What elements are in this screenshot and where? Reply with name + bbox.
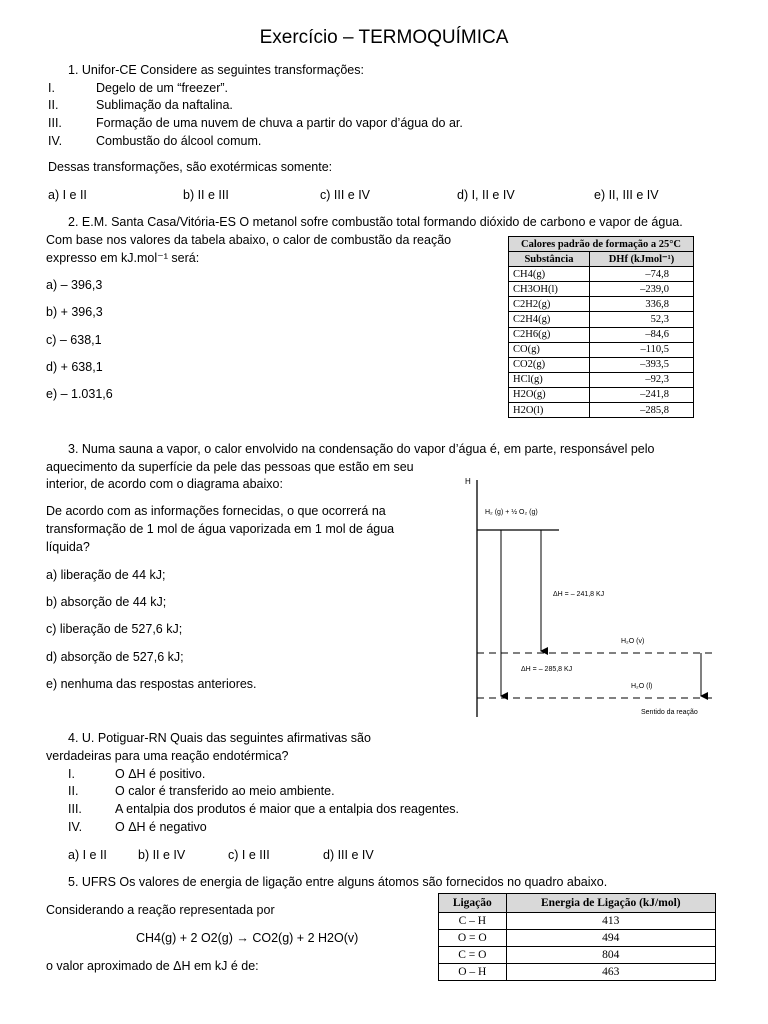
q4-item-num: IV. bbox=[68, 820, 83, 834]
y-axis-label: H bbox=[465, 477, 471, 486]
q1-option: b) II e III bbox=[183, 188, 229, 202]
substance-cell: CH3OH(l) bbox=[509, 282, 590, 297]
substance-cell: C2H2(g) bbox=[509, 297, 590, 312]
q4-item-num: I. bbox=[68, 767, 75, 781]
q3-question-line: líquida? bbox=[46, 540, 90, 554]
q4-option: a) I e II bbox=[68, 848, 107, 862]
table-caption: Calores padrão de formação a 25°C bbox=[509, 237, 694, 252]
substance-cell: HCl(g) bbox=[509, 372, 590, 387]
q1-option: d) I, II e IV bbox=[457, 188, 515, 202]
q1-item-num: III. bbox=[48, 116, 62, 130]
table-row bbox=[509, 327, 694, 342]
column-header: Energia de Ligação (kJ/mol) bbox=[506, 894, 715, 913]
q1-question: Dessas transformações, são exotérmicas somente: bbox=[48, 160, 333, 174]
value-cell: –393,5 bbox=[589, 357, 693, 372]
q3-line: interior, de acordo com o diagrama abaixo: bbox=[46, 477, 283, 491]
enthalpy-diagram bbox=[455, 470, 725, 720]
bond-cell: C = O bbox=[439, 947, 507, 964]
table-row bbox=[509, 387, 694, 402]
q4-item-text: A entalpia dos produtos é maior que a entalpia dos reagentes. bbox=[115, 802, 459, 816]
substance-cell: C2H6(g) bbox=[509, 327, 590, 342]
table-row bbox=[439, 964, 716, 981]
q1-option: c) III e IV bbox=[320, 188, 371, 202]
q5-line: o valor aproximado de ΔH em kJ é de: bbox=[46, 959, 259, 973]
table-row bbox=[509, 312, 694, 327]
table-row bbox=[509, 403, 694, 418]
substance-cell: CO(g) bbox=[509, 342, 590, 357]
substance-cell: H2O(g) bbox=[509, 387, 590, 402]
q3-option: e) nenhuma das respostas anteriores. bbox=[46, 677, 257, 691]
q4-item-num: III. bbox=[68, 802, 82, 816]
table-row bbox=[439, 947, 716, 964]
value-cell: –110,5 bbox=[589, 342, 693, 357]
table-row bbox=[439, 930, 716, 947]
q3-option: c) liberação de 527,6 kJ; bbox=[46, 622, 183, 636]
table-row bbox=[509, 282, 694, 297]
value-cell: –92,3 bbox=[589, 372, 693, 387]
top-level-label: H₂ (g) + ½ O₂ (g) bbox=[485, 509, 538, 516]
dh1-label: ΔH = – 241,8 KJ bbox=[553, 591, 605, 598]
bond-energy-table bbox=[438, 893, 716, 981]
q1-item-num: II. bbox=[48, 98, 59, 112]
page-title: Exercício – TERMOQUÍMICA bbox=[259, 27, 509, 48]
x-axis-label: Sentido da reação bbox=[641, 709, 698, 716]
table-row bbox=[509, 372, 694, 387]
q1-item-num: I. bbox=[48, 81, 55, 95]
table-row bbox=[509, 297, 694, 312]
energy-cell: 494 bbox=[506, 930, 715, 947]
q3-option: b) absorção de 44 kJ; bbox=[46, 595, 167, 609]
substance-cell: C2H4(g) bbox=[509, 312, 590, 327]
substance-cell: CH4(g) bbox=[509, 267, 590, 282]
column-header: DHf (kJmol⁻¹) bbox=[589, 252, 693, 267]
dh2-label: ΔH = – 285,8 KJ bbox=[521, 666, 573, 673]
value-cell: –285,8 bbox=[589, 403, 693, 418]
q4-option: c) I e III bbox=[228, 848, 270, 862]
q5-reaction: CH4(g) + 2 O2(g) → CO2(g) + 2 H2O(v) bbox=[136, 931, 359, 945]
value-cell: –74,8 bbox=[589, 267, 693, 282]
q5-line: Considerando a reação representada por bbox=[46, 903, 275, 917]
liquid-label: H₂O (l) bbox=[631, 683, 653, 690]
q2-line: expresso em kJ.mol⁻¹ será: bbox=[46, 251, 200, 265]
column-header: Substância bbox=[509, 252, 590, 267]
energy-cell: 413 bbox=[506, 913, 715, 930]
q1-item-text: Formação de uma nuvem de chuva a partir do vapor d’água do ar. bbox=[96, 116, 463, 130]
q1-item-text: Combustão do álcool comum. bbox=[96, 134, 262, 148]
substance-cell: CO2(g) bbox=[509, 357, 590, 372]
q2-option: c) – 638,1 bbox=[46, 333, 102, 347]
q3-question-line: transformação de 1 mol de água vaporizada em 1 mol de água bbox=[46, 522, 395, 536]
value-cell: –239,0 bbox=[589, 282, 693, 297]
q4-item-num: II. bbox=[68, 784, 79, 798]
q3-option: a) liberação de 44 kJ; bbox=[46, 568, 166, 582]
q2-option: d) + 638,1 bbox=[46, 360, 103, 374]
q1-option: a) I e II bbox=[48, 188, 87, 202]
q1-item-text: Sublimação da naftalina. bbox=[96, 98, 233, 112]
value-cell: –241,8 bbox=[589, 387, 693, 402]
q2-option: a) – 396,3 bbox=[46, 278, 103, 292]
q4-line: verdadeiras para uma reação endotérmica? bbox=[46, 749, 289, 763]
q4-option: d) III e IV bbox=[323, 848, 374, 862]
value-cell: 336,8 bbox=[589, 297, 693, 312]
q2-line: Com base nos valores da tabela abaixo, o calor de combustão da reação bbox=[46, 233, 452, 247]
q2-option: b) + 396,3 bbox=[46, 305, 103, 319]
q3-option: d) absorção de 527,6 kJ; bbox=[46, 650, 184, 664]
bond-cell: O – H bbox=[439, 964, 507, 981]
table-row bbox=[509, 342, 694, 357]
bond-cell: C – H bbox=[439, 913, 507, 930]
q4-item-text: O ΔH é negativo bbox=[115, 820, 207, 834]
q4-option: b) II e IV bbox=[138, 848, 186, 862]
energy-cell: 804 bbox=[506, 947, 715, 964]
formation-heat-table bbox=[508, 236, 694, 418]
q4-header: 4. U. Potiguar-RN Quais das seguintes afirmativas são bbox=[68, 731, 371, 745]
table-row bbox=[509, 357, 694, 372]
q1-header: 1. Unifor-CE Considere as seguintes transformações: bbox=[68, 63, 364, 77]
q1-option: e) II, III e IV bbox=[594, 188, 659, 202]
q3-header: 3. Numa sauna a vapor, o calor envolvido na condensação do vapor d’água é, em parte, responsável pelo bbox=[68, 442, 655, 456]
value-cell: –84,6 bbox=[589, 327, 693, 342]
q1-item-text: Degelo de um “freezer”. bbox=[96, 81, 229, 95]
value-cell: 52,3 bbox=[589, 312, 693, 327]
table-row bbox=[439, 913, 716, 930]
table-row bbox=[509, 267, 694, 282]
bond-cell: O = O bbox=[439, 930, 507, 947]
q4-item-text: O ΔH é positivo. bbox=[115, 767, 206, 781]
q3-line: aquecimento da superfície da pele das pessoas que estão em seu bbox=[46, 460, 414, 474]
substance-cell: H2O(l) bbox=[509, 403, 590, 418]
q1-item-num: IV. bbox=[48, 134, 63, 148]
q4-item-text: O calor é transferido ao meio ambiente. bbox=[115, 784, 335, 798]
q3-question-line: De acordo com as informações fornecidas, o que ocorrerá na bbox=[46, 504, 386, 518]
q5-header: 5. UFRS Os valores de energia de ligação entre alguns átomos são fornecidos no quadro abaixo. bbox=[68, 875, 608, 889]
q2-option: e) – 1.031,6 bbox=[46, 387, 113, 401]
energy-cell: 463 bbox=[506, 964, 715, 981]
vapor-label: H₂O (v) bbox=[621, 638, 645, 645]
q2-header: 2. E.M. Santa Casa/Vitória-ES O metanol sofre combustão total formando dióxido de carbono e vapor de água. bbox=[68, 215, 683, 229]
column-header: Ligação bbox=[439, 894, 507, 913]
